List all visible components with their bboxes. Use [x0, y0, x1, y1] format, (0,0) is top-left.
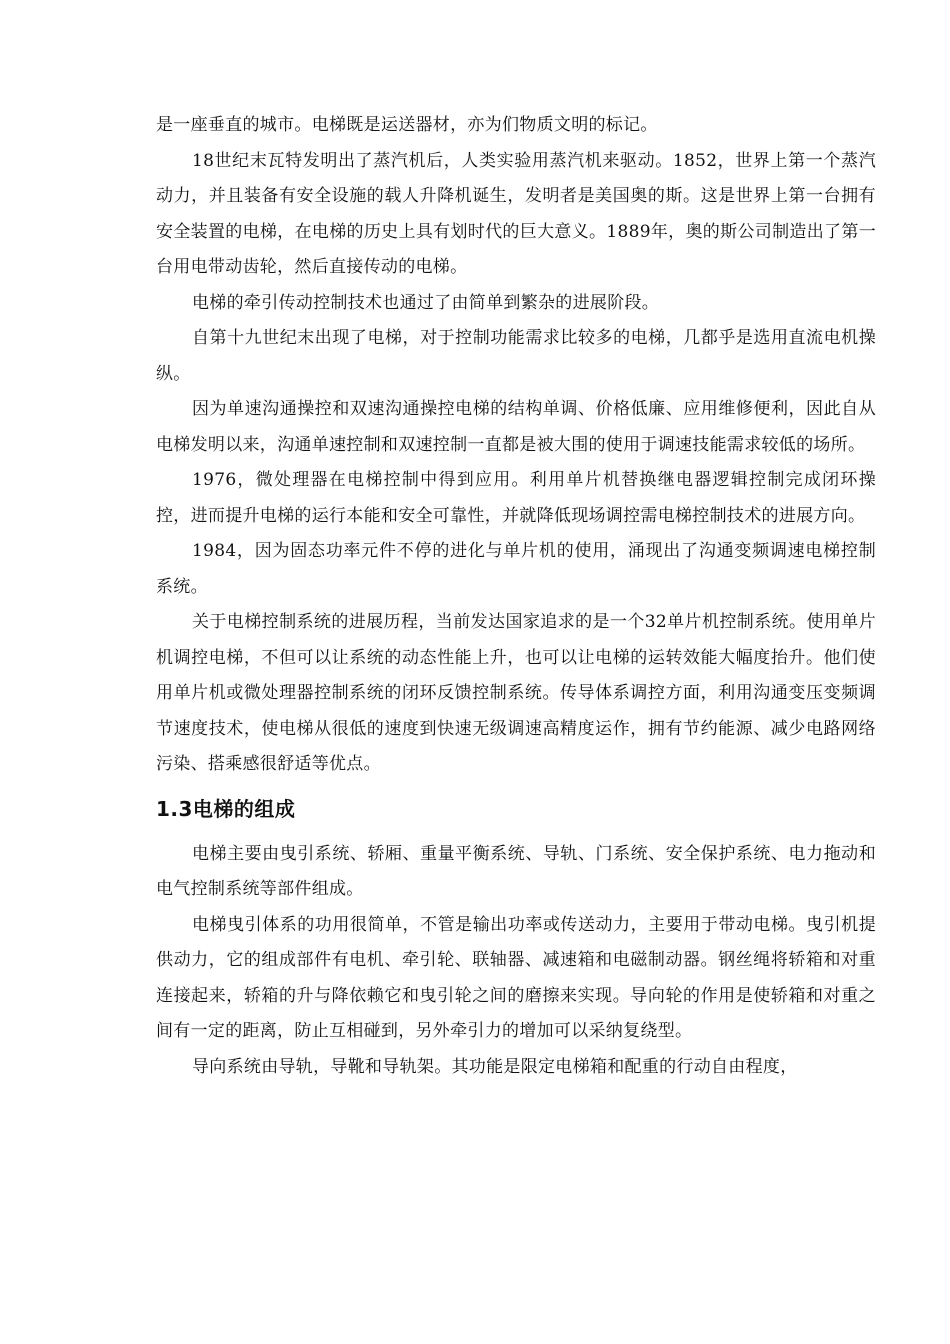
paragraph-traction-control-evolution: 电梯的牵引传动控制技术也通过了由简单到繁杂的进展阶段。 — [192, 292, 660, 313]
paragraph-elevator-components: 电梯主要由曳引系统、轿厢、重量平衡系统、导轨、门系统、安全保护系统、电力拖动和电气控制系统等部件组成。 — [156, 843, 876, 899]
section-heading: 1.3电梯的组成 — [156, 796, 296, 821]
paragraph-microprocessor-1976: 1976，微处理器在电梯控制中得到应用。利用单片机替换继电器逻辑控制完成闭环操控，进而提升电梯的运行本能和安全可靠性，并就降低现场调控需电梯控制技术的进展方向。 — [156, 470, 876, 526]
paragraph-vvvf-1984: 1984，因为固态功率元件不停的进化与单片机的使用，涌现出了沟通变频调速电梯控制系统。 — [156, 541, 876, 597]
paragraph-ac-speed-control: 因为单速沟通操控和双速沟通操控电梯的结构单调、价格低廉、应用维修便利，因此自从电梯发明以来，沟通单速控制和双速控制一直都是被大围的使用于调速技能需求较低的场所。 — [156, 399, 876, 455]
paragraph-steam-elevator-history: 18世纪末瓦特发明出了蒸汽机后，人类实验用蒸汽机来驱动。1852，世界上第一个蒸汽动力，并且装备有安全设施的载人升降机诞生，发明者是美国奥的斯。这是世界上第一台拥有安全装置的电梯，在电梯的历史上具有划时代的巨大意义。1889年，奥的斯公司制造出了第一台用电带动齿轮，然后直接传动的电梯。 — [156, 150, 876, 277]
paragraph-traction-system: 电梯曳引体系的功用很简单，不管是输出功率或传送动力，主要用于带动电梯。曳引机提供动力，它的组成部件有电机、牵引轮、联轴器、减速箱和电磁制动器。钢丝绳将轿箱和对重连接起来，轿箱的升与降依赖它和曳引轮之间的磨擦来实现。导向轮的作用是使轿箱和对重之间有一定的距离，防止互相碰到，另外牵引力的增加可以采纳复绕型。 — [156, 914, 876, 1041]
paragraph-modern-control-systems: 关于电梯控制系统的进展历程，当前发达国家追求的是一个32单片机控制系统。使用单片机调控电梯，不但可以让系统的动态性能上升，也可以让电梯的运转效能大幅度抬升。他们使用单片机或微处理器控制系统的闭环反馈控制系统。传导体系调控方面，利用沟通变压变频调节速度技术，使电梯从很低的速度到快速无级调速高精度运作，拥有节约能源、减少电路网络污染、搭乘感很舒适等优点。 — [156, 612, 876, 774]
paragraph-guide-system: 导向系统由导轨，导靴和导轨架。其功能是限定电梯箱和配重的行动自由程度， — [192, 1056, 798, 1077]
paragraph-continuation: 是一座垂直的城市。电梯既是运送器材，亦为们物质文明的标记。 — [156, 115, 658, 135]
paragraph-dc-motor-control: 自第十九世纪末出现了电梯，对于控制功能需求比较多的电梯，几都乎是选用直流电机操纵。 — [156, 328, 876, 384]
document-body — [156, 108, 876, 1085]
